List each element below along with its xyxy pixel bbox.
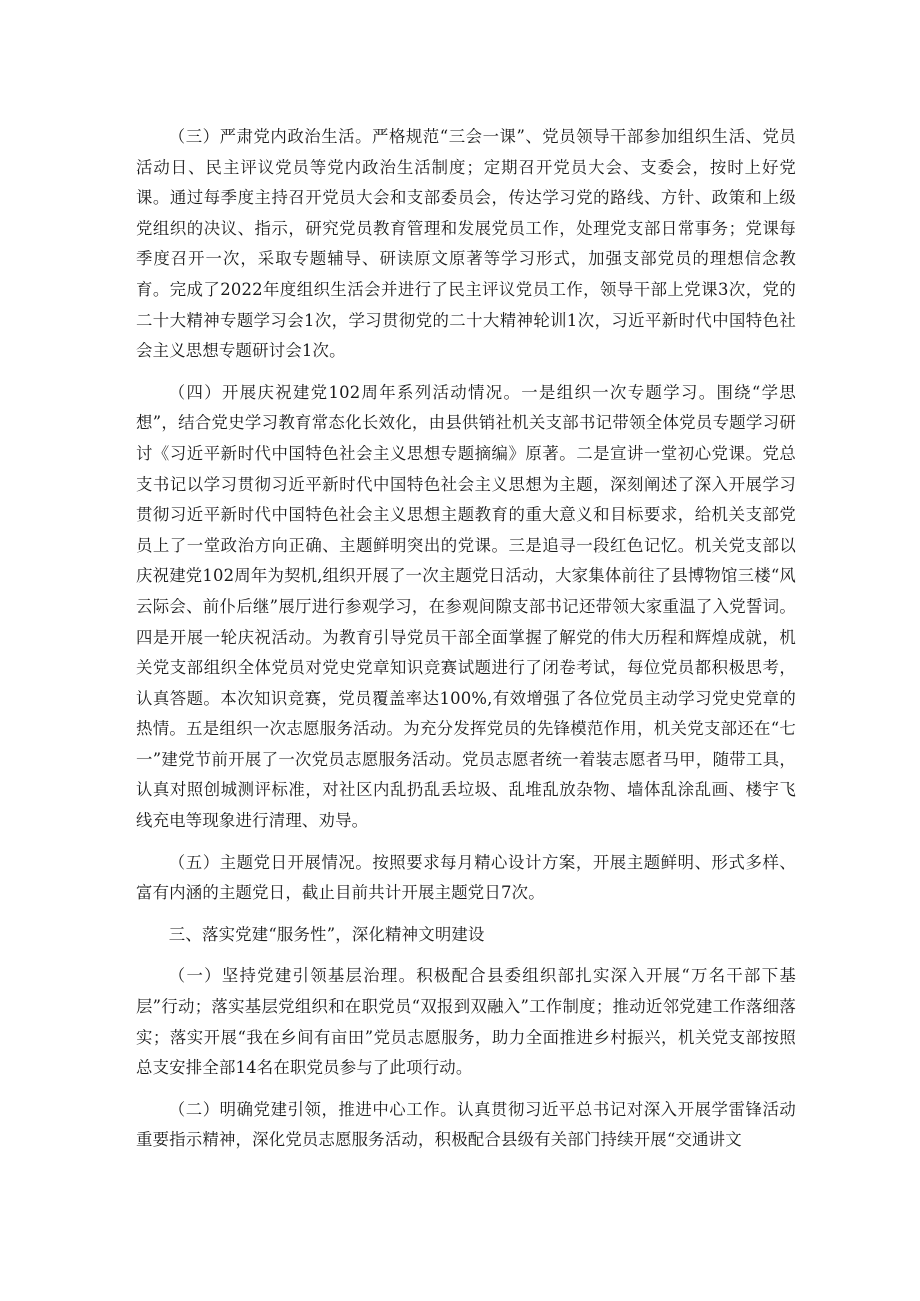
paragraph-party-political-life: （三）严肃党内政治生活。严格规范“三会一课”、党员领导干部参加组织生活、党员活动日、民主评议党员等党内政治生活制度；定期召开党员大会、支委会，按时上好党课。通过每季度主持召开党员大会和支部委员会，传达学习党的路线、方针、政策和上级党组织的决议、指示，研究党员教育管理和发展党员工作，处理党支部日常事务；党课每季度召开一次，采取专题辅导、研读原文原著等学习形式，加强支部党员的理想信念教育。完成了2022年度组织生活会并进行了民主评议党员工作，领导干部上党课3次，党的二十大精神专题学习会1次，学习贯彻党的二十大精神轮训1次，习近平新时代中国特色社会主义思想专题研讨会1次。: [136, 127, 796, 361]
paragraph-102nd-anniversary-activities: （四）开展庆祝建党102周年系列活动情况。一是组织一次专题学习。围绕“学思想”，结合党史学习教育常态化长效化，由县供销社机关支部书记带领全体党员专题学习研讨《习近平新时代中国特色社会主义思想专题摘编》原著。二是宣讲一堂初心党课。党总支书记以学习贯彻习近平新时代中国特色社会主义思想为主题，深刻阐述了深入开展学习贯彻习近平新时代中国特色社会主义思想主题教育的重大意义和目标要求，给机关支部党员上了一堂政治方向正确、主题鲜明突出的党课。三是追寻一段红色记忆。机关党支部以庆祝建党102周年为契机,组织开展了一次主题党日活动，大家集体前往了县博物馆三楼“风云际会、前仆后继”展厅进行参观学习，在参观间隙支部书记还带领大家重温了入党誓词。四是开展一轮庆祝活动。为教育引导党员干部全面掌握了解党的伟大历程和辉煌成就，机关党支部组织全体党员对党史党章知识竞赛试题进行了闭卷考试，每位党员都积极思考，认真答题。本次知识竞赛，党员覆盖率达100%,有效增强了各位党员主动学习党史党章的热情。五是组织一次志愿服务活动。为充分发挥党员的先锋模范作用，机关党支部还在“七一”建党节前开展了一次党员志愿服务活动。党员志愿者统一着装志愿者马甲，随带工具，认真对照创城测评标准，对社区内乱扔乱丢垃圾、乱堆乱放杂物、墙体乱涂乱画、楼宇飞线充电等现象进行清理、劝导。: [136, 382, 796, 831]
paragraph-central-work: （二）明确党建引领，推进中心工作。认真贯彻习近平总书记对深入开展学雷锋活动重要指示精神，深化党员志愿服务活动，积极配合县级有关部门持续开展“交通讲文: [136, 1099, 796, 1150]
document-body: [136, 122, 796, 1167]
paragraph-theme-party-day: （五）主题党日开展情况。按照要求每月精心设计方案，开展主题鲜明、形式多样、富有内涵的主题党日，截止目前共计开展主题党日7次。: [136, 852, 796, 903]
section-heading-service: 三、落实党建“服务性”，深化精神文明建设: [168, 924, 485, 944]
paragraph-grassroots-governance: （一）坚持党建引领基层治理。积极配合县委组织部扎实深入开展“万名干部下基层”行动；落实基层党组织和在职党员“双报到双融入”工作制度；推动近邻党建工作落细落实；落实开展“我在乡间有亩田”党员志愿服务，助力全面推进乡村振兴，机关党支部按照总支安排全部14名在职党员参与了此项行动。: [136, 966, 796, 1078]
